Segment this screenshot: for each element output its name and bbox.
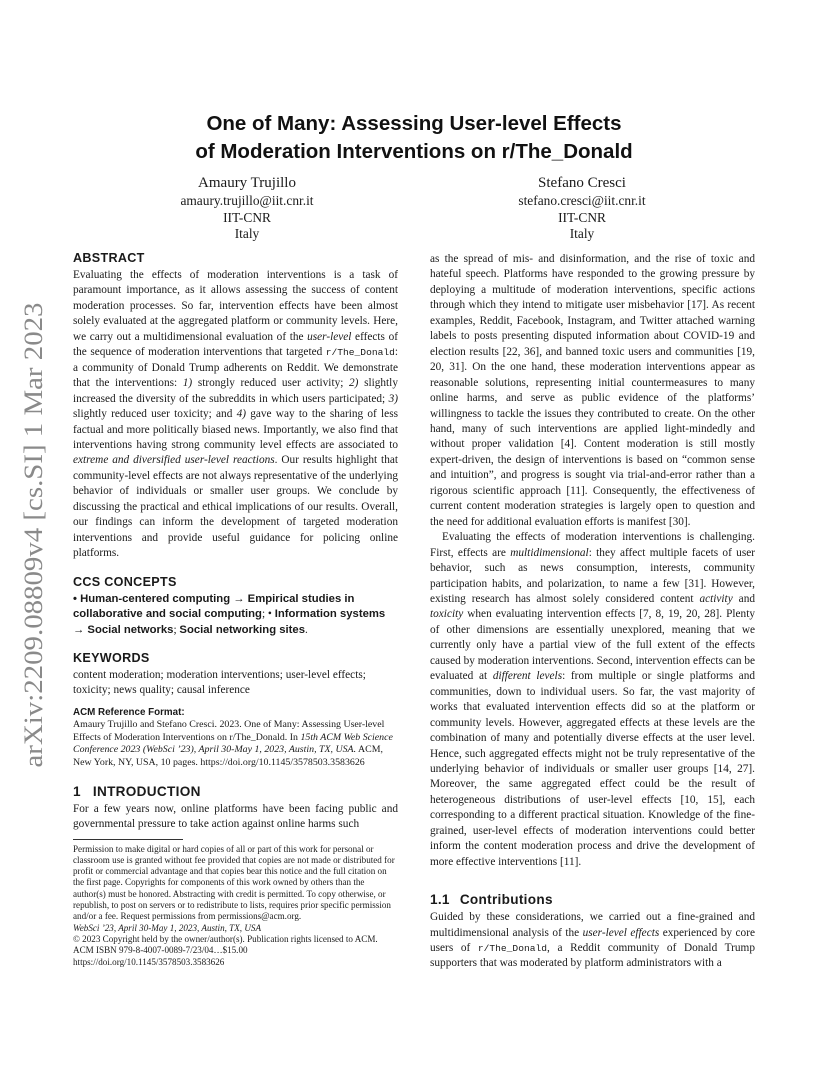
abstract-heading: ABSTRACT xyxy=(73,251,145,265)
paper-title xyxy=(0,110,828,166)
isbn-line: ACM ISBN 979-8-4007-0089-7/23/04…$15.00 xyxy=(73,945,248,956)
ccs-heading: CCS CONCEPTS xyxy=(73,574,177,589)
right-column xyxy=(430,252,755,972)
author-name: Stefano Cresci xyxy=(538,175,626,191)
author-country: Italy xyxy=(234,226,260,241)
left-column xyxy=(73,250,398,968)
contributions-heading: 1.1 Contributions xyxy=(430,892,553,908)
author-name: Amaury Trujillo xyxy=(198,175,296,191)
author-affiliation: IIT-CNR xyxy=(558,209,606,225)
author-country: Italy xyxy=(569,226,595,241)
author-affiliation: IIT-CNR xyxy=(223,209,271,225)
doi-link[interactable]: https://doi.org/10.1145/3578503.3583626 xyxy=(73,956,225,967)
author-block-2 xyxy=(452,173,712,243)
ccs-text: • Human-centered computing → Empirical studies in collaborative and social computing; • Information systems → Social networks; Social networking sites. xyxy=(73,592,386,636)
acm-reference-text: Amaury Trujillo and Stefano Cresci. 2023. One of Many: Assessing User-level Effects of Moderation Interventions on r/The_Donald. In 15th ACM Web Science Conference 2023 (WebSci ’23), April 30-May 1, 2023, Austin, TX, USA. ACM, New York, NY, USA, 10 pages. https://doi.org/10.1145/3578503.3583626 xyxy=(73,718,393,768)
arxiv-stamp xyxy=(14,300,50,770)
permission-notice: Permission to make digital or hard copies of all or part of this work for personal or classroom use is granted without fee provided that copies are not made or distributed for profit or commercial advantage and that copies bear this notice and the full citation on the first page. Copyrights for components of this work owned by others than the author(s) must be honored. Abstracting with credit is permitted. To copy otherwise, or republish, to post on servers or to redistribute to lists, requires prior specific permission and/or a fee. Request permissions from permissions@acm.org. xyxy=(73,843,395,922)
author-email[interactable]: amaury.trujillo@iit.cnr.it xyxy=(180,193,314,208)
abstract-text: Evaluating the effects of moderation interventions is a task of paramount importance, as it allows assessing the success of content moderation processes. So far, intervention effects have been almost solely evaluated at the aggregated platform or community levels. Here, we carry out a multidimensional evaluation of the user-level effects of the sequence of moderation interventions that targeted r/The_Donald: a community of Donald Trump adherents on Reddit. We demonstrate that the interventions: 1) strongly reduced user activity; 2) slightly increased the diversity of the subreddits in which users participated; 3) slightly reduced user toxicity; and 4) gave way to the sharing of less factual and more politically biased news. Importantly, we also find that interventions having strong community level effects are associated to extreme and diversified user-level reactions. Our results highlight that community-level effects are not always representative of the underlying behavior of individuals or smaller user groups. We conclude by discussing the practical and ethical implications of our results. Overall, our findings can inform the development of targeted moderation interventions and provide useful guidance for policing online platforms. xyxy=(73,269,398,560)
keywords-text: content moderation; moderation interventions; user-level effects; toxicity; news quality; causal inference xyxy=(73,668,366,697)
title-line-2: of Moderation Interventions on r/The_Donald xyxy=(195,140,633,163)
author-email[interactable]: stefano.cresci@iit.cnr.it xyxy=(518,193,646,208)
intro-paragraph-2: Evaluating the effects of moderation interventions is challenging. First, effects are multidimensional: they affect multiple facets of user behavior, such as news consumption, interests, community participation habits, and polarization, to name a few [31]. However, existing research has almost solely considered content activity and toxicity when evaluating intervention effects [7, 8, 19, 20, 28]. Plenty of other dimensions are essentially unexplored, meaning that we currently only have a partial view of the full extent of the effects caused by moderation interventions. Second, intervention effects can be evaluated at different levels: from multiple or single platforms and communities, down to individual users. So far, the vast majority of works that evaluated intervention effects did so at the platform or community levels. However, aggregated effects at these levels are the combination of many and potentially diverse effects at the user level. Hence, such aggregated effects might not be truly representative of the underlying behavior of individuals or smaller user groups [14, 27]. Moreover, the same aggregated effect could be the result of heterogeneous distributions of user-level effects [10, 15], each corresponding to a different practical situation. Knowledge of the fine-grained, user-level effects of moderation interventions could better inform the content moderation process and drive the development of more effective interventions [11]. xyxy=(430,531,755,868)
introduction-heading: 1 INTRODUCTION xyxy=(73,783,201,799)
keywords-heading: KEYWORDS xyxy=(73,650,150,665)
contributions-text: Guided by these considerations, we carried out a fine-grained and multidimensional analysis of the user-level effects experienced by core users of r/The_Donald, a Reddit community of Donald Trump supporters that was moderated by platform administrators with a xyxy=(430,911,755,970)
author-block-1 xyxy=(117,173,377,243)
venue-line: WebSci ’23, April 30-May 1, 2023, Austin, TX, USA xyxy=(73,922,262,933)
acm-reference-heading: ACM Reference Format: xyxy=(73,706,185,718)
intro-paragraph-1: as the spread of mis- and disinformation, and the rise of toxic and hateful speech. Platforms have responded to the growing pressure by deploying a multitude of moderation interventions, specific actions through which they intend to mitigate user misbehavior [17]. As recent examples, Reddit, Facebook, Instagram, and Twitter attached warning labels to posts presenting disputed information about COVID-19 and election results [22, 36], and banned toxic users and communities [19, 20, 31]. On the one hand, these moderation interventions appear as reasonable solutions, representing initial countermeasures to many online harms, and serve as public evidence of the platforms’ willingness to tackle the issues they contributed to create. On the other hand, many of such interventions are applied light-mindedly and without proper validation [4]. Content moderation is still mostly expert-driven, the design of interventions is based on “common sense and intuition”, and progress is sought via trial-and-error rather than a rigorous scientific approach [11]. Consequently, the effectiveness of current content moderation strategies is largely open to question and the need for additional evaluation efforts is manifest [30]. xyxy=(430,253,755,528)
intro-left-text: For a few years now, online platforms have been facing public and governmental pressure to take action against online harms such xyxy=(73,802,398,831)
copyright-line: © 2023 Copyright held by the owner/author(s). Publication rights licensed to ACM. xyxy=(73,933,378,944)
title-line-1: One of Many: Assessing User-level Effects xyxy=(206,112,622,135)
footnote-divider xyxy=(73,839,183,840)
arxiv-stamp-text: arXiv:2209.08809v4 [cs.SI] 1 Mar 2023 xyxy=(19,348,48,768)
